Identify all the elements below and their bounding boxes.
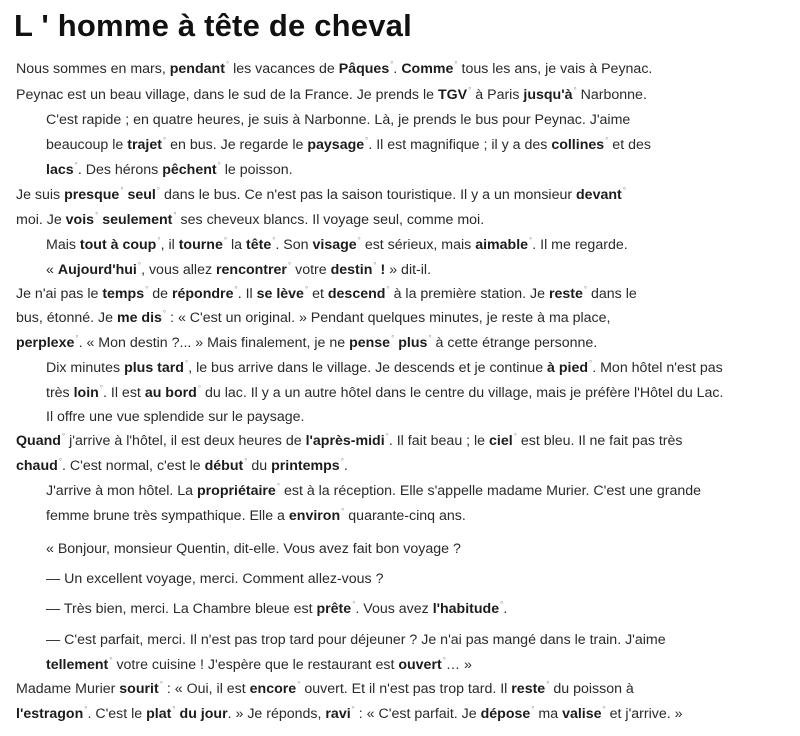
text-line: Peynac est un beau village, dans le sud de la France. Je prends le TGV° à Paris jusqu'à° Narbonne. [16, 86, 647, 103]
vocabulary-word: seulement [102, 212, 173, 228]
vocabulary-word: collines [551, 137, 605, 153]
vocabulary-word: presque [64, 187, 120, 203]
footnote-marker: ° [184, 359, 189, 369]
footnote-marker: ° [468, 86, 472, 96]
footnote-marker: ° [373, 261, 377, 271]
vocabulary-word: vois [65, 212, 95, 228]
footnote-marker: ° [272, 236, 276, 246]
text-line: Quand° j'arrive à l'hôtel, il est deux heures de l'après-midi°. Il fait beau ; le ciel° est bleu. Il ne fait pas très [16, 432, 683, 449]
vocabulary-word: ravi [325, 706, 351, 722]
vocabulary-word: propriétaire [196, 483, 276, 499]
vocabulary-word: descend [327, 286, 386, 302]
vocabulary-word: paysage [307, 137, 365, 153]
vocabulary-word: temps [102, 286, 145, 302]
footnote-marker: ° [351, 705, 355, 715]
footnote-marker: ° [173, 211, 177, 221]
text-line: — Un excellent voyage, merci. Comment allez-vous ? [46, 571, 384, 587]
text-line: Nous sommes en mars, pendant° les vacances de Pâques°. Comme° tous les ans, je vais à Peynac. [16, 60, 653, 77]
page-title: L ' homme à tête de cheval [14, 8, 412, 43]
text-line: moi. Je vois° seulement° ses cheveux blancs. Il voyage seul, comme moi. [16, 211, 485, 228]
vocabulary-word: plat [146, 706, 172, 722]
text-line: Je suis presque° seul° dans le bus. Ce n'est pas la saison touristique. Il y a un monsieur devant° [16, 186, 626, 203]
text-line: femme brune très sympathique. Elle a environ° quarante-cinq ans. [46, 507, 466, 524]
footnote-marker: ° [75, 334, 79, 344]
vocabulary-word: reste [548, 286, 583, 302]
vocabulary-word: tout à coup [79, 237, 157, 253]
vocabulary-word: pendant [169, 61, 225, 77]
footnote-marker: ° [99, 384, 104, 394]
text-line: l'estragon°. C'est le plat° du jour. » Je réponds, ravi° : « C'est parfait. Je dépose° ma valise° et j'arrive. » [16, 705, 683, 722]
vocabulary-word: l'estragon [16, 706, 84, 722]
footnote-marker: ° [304, 285, 309, 295]
vocabulary-word: tourne [178, 237, 223, 253]
footnote-marker: ° [546, 680, 550, 690]
vocabulary-word: ! [380, 262, 386, 278]
text-line: « Aujourd'hui°, vous allez rencontrer° votre destin° ! » dit-il. [46, 261, 432, 278]
vocabulary-word: du jour [179, 706, 228, 722]
footnote-marker: ° [287, 261, 292, 271]
footnote-marker: ° [352, 600, 356, 610]
vocabulary-word: début [204, 458, 244, 474]
text-line: beaucoup le trajet° en bus. Je regarde le paysage°. Il est magnifique ; il y a des collines° et des [46, 136, 651, 153]
vocabulary-word: rencontrer [216, 262, 287, 278]
vocabulary-word: jusqu'à [523, 87, 573, 103]
text-line: perplexe°. « Mon destin ?... » Mais finalement, je ne pense° plus° à cette étrange personne. [16, 334, 598, 351]
footnote-marker: ° [500, 600, 504, 610]
text-line: Dix minutes plus tard°, le bus arrive dans le village. Je descends et je continue à pied°. Mon hôtel n'est pas [46, 359, 723, 376]
text-line: Il offre une vue splendide sur le paysage. [46, 409, 305, 425]
vocabulary-word: au bord [144, 385, 197, 401]
vocabulary-word: ciel [489, 433, 513, 449]
footnote-marker: ° [341, 507, 345, 517]
vocabulary-word: environ [288, 508, 341, 524]
footnote-marker: ° [84, 705, 88, 715]
footnote-marker: ° [145, 285, 149, 295]
footnote-marker: ° [386, 285, 390, 295]
text-line: — C'est parfait, merci. Il n'est pas trop tard pour déjeuner ? Je n'ai pas mangé dans le train. J'aime [46, 632, 666, 648]
vocabulary-word: l'habitude [432, 601, 500, 617]
footnote-marker: ° [605, 136, 609, 146]
footnote-marker: ° [197, 384, 202, 394]
footnote-marker: ° [157, 236, 161, 246]
vocabulary-word: Comme [401, 61, 454, 77]
vocabulary-word: trajet [127, 137, 162, 153]
vocabulary-word: reste [511, 681, 546, 697]
footnote-marker: ° [162, 136, 167, 146]
vocabulary-word: destin [330, 262, 373, 278]
footnote-marker: ° [159, 680, 163, 690]
footnote-marker: ° [276, 482, 281, 492]
vocabulary-word: Pâques [338, 61, 390, 77]
text-line: C'est rapide ; en quatre heures, je suis à Narbonne. Là, je prends le bus pour Peynac. J'aime [46, 112, 631, 128]
footnote-marker: ° [385, 432, 389, 442]
vocabulary-word: valise [562, 706, 602, 722]
vocabulary-word: sourit [119, 681, 159, 697]
vocabulary-word: prête [316, 601, 352, 617]
vocabulary-word: lacs [46, 162, 74, 178]
footnote-marker: ° [234, 285, 238, 295]
text-line: lacs°. Des hérons pêchent° le poisson. [46, 161, 293, 178]
footnote-marker: ° [454, 60, 458, 70]
footnote-marker: ° [244, 457, 248, 467]
footnote-marker: ° [172, 705, 176, 715]
vocabulary-word: tête [245, 237, 272, 253]
vocabulary-word: chaud [16, 458, 58, 474]
footnote-marker: ° [340, 457, 344, 467]
vocabulary-word: se lève [256, 286, 304, 302]
vocabulary-word: l'après-midi [305, 433, 385, 449]
footnote-marker: ° [442, 656, 446, 666]
text-line: « Bonjour, monsieur Quentin, dit-elle. Vous avez fait bon voyage ? [46, 541, 461, 557]
vocabulary-word: loin [73, 385, 99, 401]
vocabulary-word: visage [312, 237, 357, 253]
footnote-marker: ° [391, 334, 395, 344]
footnote-marker: ° [583, 285, 588, 295]
footnote-marker: ° [61, 432, 66, 442]
text-line: — Très bien, merci. La Chambre bleue est prête°. Vous avez l'habitude°. [46, 600, 508, 617]
footnote-marker: ° [390, 60, 394, 70]
footnote-marker: ° [297, 680, 301, 690]
footnote-marker: ° [156, 186, 161, 196]
vocabulary-word: dépose [480, 706, 531, 722]
vocabulary-word: TGV [437, 87, 468, 103]
text-line: Je n'ai pas le temps° de répondre°. Il se lève° et descend° à la première station. Je reste° dans le [16, 285, 637, 302]
vocabulary-word: pêchent [162, 162, 217, 178]
footnote-marker: ° [162, 309, 167, 319]
vocabulary-word: seul [127, 187, 156, 203]
vocabulary-word: Quand [16, 433, 61, 449]
text-line: très loin°. Il est au bord° du lac. Il y a un autre hôtel dans le centre du village, mais je préfère l'Hôtel du Lac. [46, 384, 724, 401]
footnote-marker: ° [95, 211, 99, 221]
footnote-marker: ° [58, 457, 62, 467]
text-line: Mais tout à coup°, il tourne° la tête°. Son visage° est sérieux, mais aimable°. Il me regarde. [46, 236, 628, 253]
footnote-marker: ° [137, 261, 142, 271]
footnote-marker: ° [225, 60, 230, 70]
vocabulary-word: aimable [475, 237, 529, 253]
vocabulary-word: pense [349, 335, 391, 351]
footnote-marker: ° [74, 161, 78, 171]
footnote-marker: ° [513, 432, 517, 442]
footnote-marker: ° [531, 705, 535, 715]
vocabulary-word: Aujourd'hui [57, 262, 137, 278]
footnote-marker: ° [529, 236, 533, 246]
vocabulary-word: plus tard [124, 360, 184, 376]
vocabulary-word: printemps [271, 458, 340, 474]
footnote-marker: ° [365, 136, 369, 146]
text-line: chaud°. C'est normal, c'est le début° du printemps°. [16, 457, 348, 474]
footnote-marker: ° [428, 334, 432, 344]
footnote-marker: ° [589, 359, 593, 369]
text-line: bus, étonné. Je me dis° : « C'est un original. » Pendant quelques minutes, je reste à ma place, [16, 309, 611, 326]
footnote-marker: ° [217, 161, 221, 171]
text-line: Madame Murier sourit° : « Oui, il est encore° ouvert. Et il n'est pas trop tard. Il reste° du poisson à [16, 680, 634, 697]
vocabulary-word: me dis [116, 310, 162, 326]
footnote-marker: ° [573, 86, 577, 96]
footnote-marker: ° [109, 656, 113, 666]
text-line: J'arrive à mon hôtel. La propriétaire° est à la réception. Elle s'appelle madame Murier. C'est une grande [46, 482, 702, 499]
footnote-marker: ° [622, 186, 626, 196]
vocabulary-word: plus [398, 335, 428, 351]
vocabulary-word: à pied [547, 360, 589, 376]
vocabulary-word: tellement [46, 657, 109, 673]
text-line: tellement° votre cuisine ! J'espère que le restaurant est ouvert°… » [46, 656, 472, 673]
footnote-marker: ° [120, 186, 124, 196]
vocabulary-word: ouvert [398, 657, 442, 673]
footnote-marker: ° [223, 236, 228, 246]
vocabulary-word: encore [249, 681, 297, 697]
vocabulary-word: perplexe [16, 335, 75, 351]
vocabulary-word: répondre [171, 286, 234, 302]
footnote-marker: ° [357, 236, 361, 246]
footnote-marker: ° [602, 705, 606, 715]
vocabulary-word: devant [576, 187, 622, 203]
